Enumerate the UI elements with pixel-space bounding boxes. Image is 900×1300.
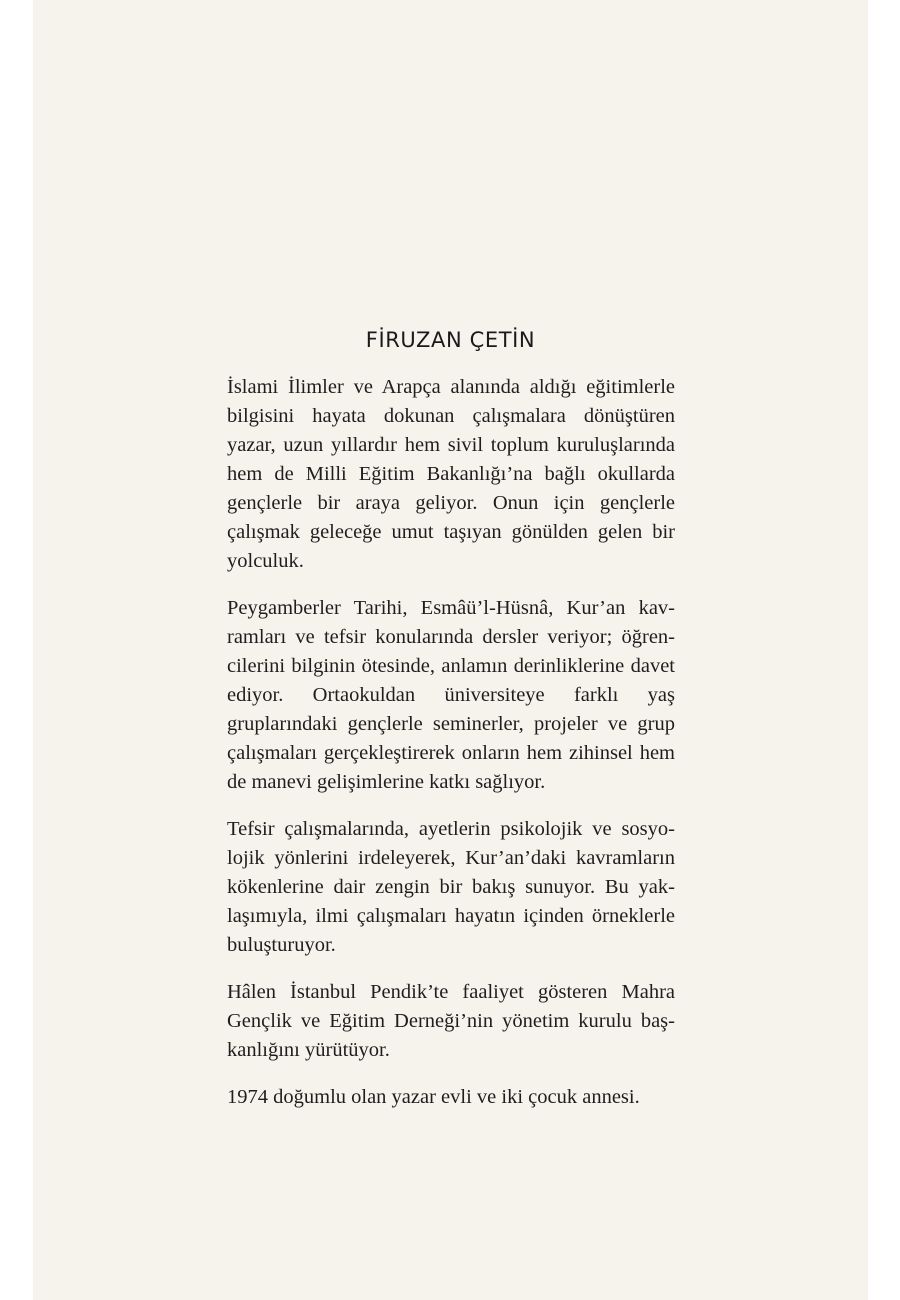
bio-paragraph: 1974 doğumlu olan yazar evli ve iki çocuk annesi. bbox=[227, 1086, 640, 1108]
bio-paragraph: İslami İlimler ve Arapça alanında aldığı eğitimlerle bilgisini hayata dokunan çalışmalara dönüştüren yazar, uzun yıllardır hem sivil toplum kuruluşlarında hem de Milli Eğitim Bakanlığı’na bağlı okullarda gençlerle bir araya geliyor. Onun için gençlerle çalışmak geleceğe umut taşıyan gönülden gelen bir yolculuk. bbox=[227, 376, 675, 572]
author-bio bbox=[227, 373, 675, 1130]
book-page bbox=[33, 0, 868, 1300]
bio-paragraph: Peygamberler Tarihi, Esmâü’l-Hüsnâ, Kur’an kavramları ve tefsir konularında dersler veriyor; öğrencilerini bilginin ötesinde, anlamın derinliklerine davet ediyor. Ortaokuldan üniversiteye farklı yaş gruplarındaki gençlerle seminerler, projeler ve grup çalışmaları gerçekleştirerek onların hem zihinsel hem de manevi gelişimlerine katkı sağlıyor. bbox=[227, 597, 675, 793]
bio-paragraph: Hâlen İstanbul Pendik’te faaliyet gösteren Mahra Gençlik ve Eğitim Derneği’nin yönetim kurulu başkanlığını yürütüyor. bbox=[227, 981, 675, 1061]
author-name: FİRUZAN ÇETİN bbox=[365, 328, 536, 352]
bio-paragraph: Tefsir çalışmalarında, ayetlerin psikolojik ve sosyolojik yönlerini irdeleyerek, Kur’an’daki kavramların kökenlerine dair zengin bir bakış sunuyor. Bu yaklaşımıyla, ilmi çalışmaları hayatın içinden örneklerle buluşturuyor. bbox=[227, 818, 675, 956]
